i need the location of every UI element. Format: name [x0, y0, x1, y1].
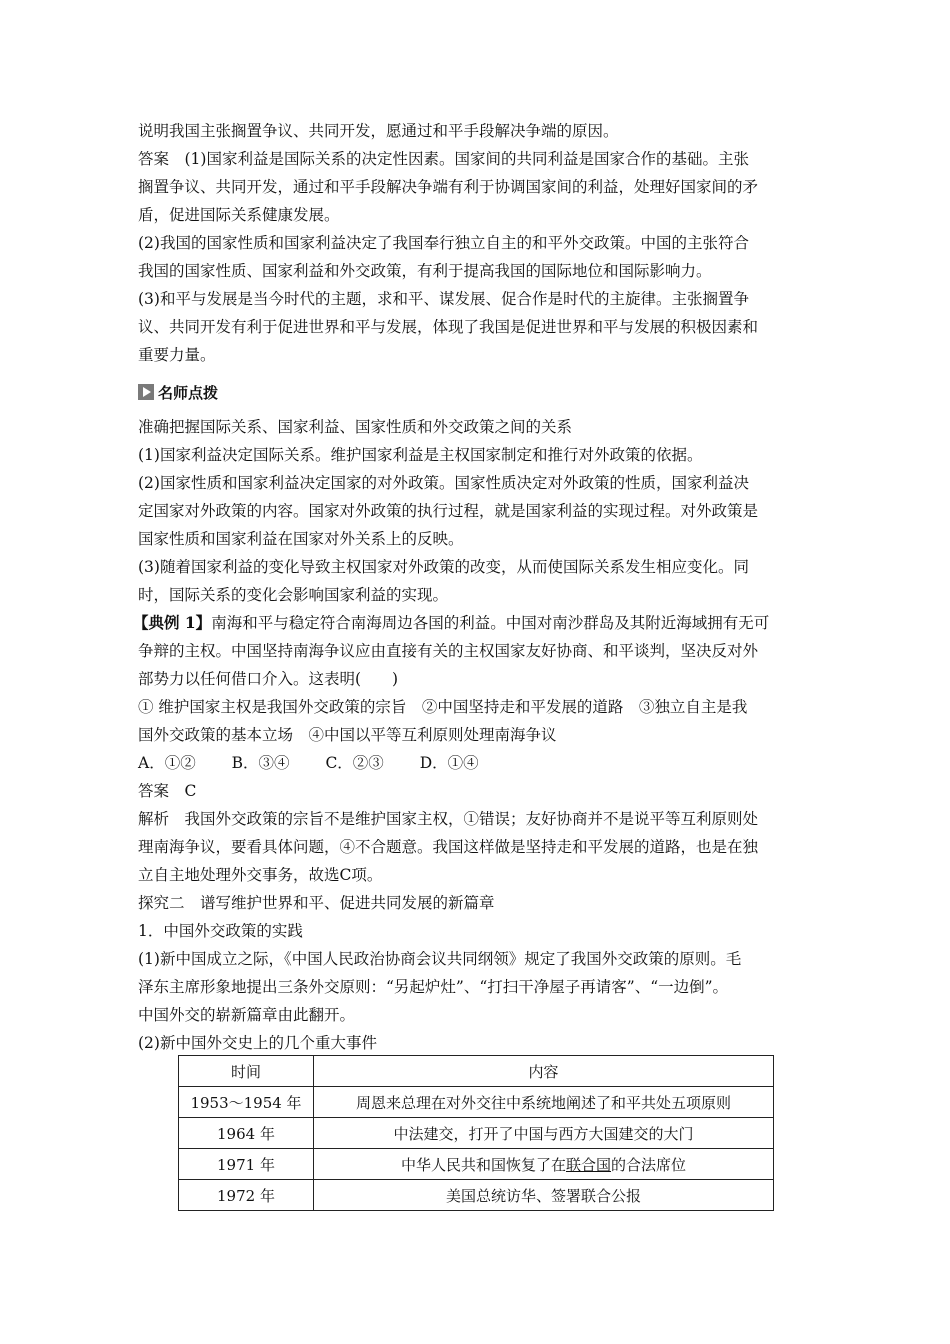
cell-content: 美国总统访华、签署联合公报: [314, 1180, 774, 1211]
analysis-line: 解析 我国外交政策的宗旨不是维护国家主权，①错误；友好协商并不是说平等互利原则处: [138, 810, 759, 828]
example-line: 部势力以任何借口介入。这表明( ): [138, 670, 399, 688]
answer-line: 答案 C: [138, 782, 197, 800]
tip-line: (1)国家利益决定国际关系。维护国家利益是主权国家制定和推行对外政策的依据。: [138, 446, 703, 464]
cell-time: 1972 年: [179, 1180, 314, 1211]
cell-time: 1953～1954 年: [179, 1087, 314, 1118]
cell-content: 中法建交，打开了中国与西方大国建交的大门: [314, 1118, 774, 1149]
answer-line: (2)我国的国家性质和国家利益决定了我国奉行独立自主的和平外交政策。中国的主张符合: [138, 234, 749, 252]
analysis-line: 理南海争议，要看具体问题，④不合题意。我国这样做是坚持走和平发展的道路，也是在独: [138, 838, 759, 856]
tip-line: (3)随着国家利益的变化导致主权国家对外政策的改变，从而使国际关系发生相应变化。同: [138, 558, 749, 576]
table-row: [179, 1087, 774, 1118]
table-row: [179, 1149, 774, 1180]
tip-line: (2)国家性质和国家利益决定国家的对外政策。国家性质决定对外政策的性质，国家利益决: [138, 474, 749, 492]
body-line: (2)新中国外交史上的几个重大事件: [138, 1034, 377, 1052]
table-header-row: [179, 1056, 774, 1087]
body-line: 泽东主席形象地提出三条外交原则：“另起炉灶”、“打扫干净屋子再请客”、“一边倒”。: [138, 978, 729, 996]
cell-content: 周恩来总理在对外交往中系统地阐述了和平共处五项原则: [314, 1087, 774, 1118]
example-line: 【典例 1】南海和平与稳定符合南海周边各国的利益。中国对南沙群岛及其附近海域拥有无可: [133, 613, 770, 632]
choices-line: A．①② B．③④ C．②③ D．①④: [138, 754, 479, 772]
question-line: 说明我国主张搁置争议、共同开发，愿通过和平手段解决争端的原因。: [138, 122, 619, 140]
teacher-tip-label: 名师点拨: [158, 383, 219, 402]
tip-line: 准确把握国际关系、国家利益、国家性质和外交政策之间的关系: [138, 418, 573, 436]
option-line: 国外交政策的基本立场 ④中国以平等互利原则处理南海争议: [138, 726, 557, 744]
body-line: 中国外交的崭新篇章由此翻开。: [138, 1006, 356, 1024]
cell-content: 中华人民共和国恢复了在联合国的合法席位: [314, 1149, 774, 1180]
cell-time: 1964 年: [179, 1118, 314, 1149]
answer-line: 答案 (1)国家利益是国际关系的决定性因素。国家间的共同利益是国家合作的基础。主张: [138, 150, 749, 168]
example-label: 【典例 1】: [133, 613, 212, 632]
answer-line: 议、共同开发有利于促进世界和平与发展，体现了我国是促进世界和平与发展的积极因素和: [138, 318, 759, 336]
answer-line: 重要力量。: [138, 346, 216, 364]
body-line: (1)新中国成立之际，《中国人民政治协商会议共同纲领》规定了我国外交政策的原则。毛: [138, 950, 742, 968]
tip-line: 定国家对外政策的内容。国家对外政策的执行过程，就是国家利益的实现过程。对外政策是: [138, 502, 759, 520]
option-line: ① 维护国家主权是我国外交政策的宗旨 ②中国坚持走和平发展的道路 ③独立自主是我: [138, 698, 748, 716]
answer-line: (3)和平与发展是当今时代的主题，求和平、谋发展、促合作是时代的主旋律。主张搁置争: [138, 290, 749, 308]
cell-time: 1971 年: [179, 1149, 314, 1180]
tip-line: 国家性质和国家利益在国家对外关系上的反映。: [138, 530, 464, 548]
header-time: 时间: [179, 1056, 314, 1087]
answer-line: 搁置争议、共同开发，通过和平手段解决争端有利于协调国家间的利益，处理好国家间的矛: [138, 178, 759, 196]
table-row: [179, 1180, 774, 1211]
subsection-heading: 1．中国外交政策的实践: [138, 922, 303, 940]
section-heading: 探究二 谱写维护世界和平、促进共同发展的新篇章: [138, 894, 495, 912]
tip-line: 时，国际关系的变化会影响国家利益的实现。: [138, 586, 449, 604]
underlined-term: 联合国: [565, 1155, 611, 1174]
play-triangle-icon: [138, 384, 154, 400]
header-content: 内容: [314, 1056, 774, 1087]
events-table: [178, 1055, 774, 1211]
answer-line: 盾，促进国际关系健康发展。: [138, 206, 340, 224]
example-line: 争辩的主权。中国坚持南海争议应由直接有关的主权国家友好协商、和平谈判，坚决反对外: [138, 642, 759, 660]
answer-line: 我国的国家性质、国家利益和外交政策，有利于提高我国的国际地位和国际影响力。: [138, 262, 712, 280]
table-row: [179, 1118, 774, 1149]
analysis-line: 立自主地处理外交事务，故选C项。: [138, 866, 383, 884]
teacher-tip-badge: [138, 381, 218, 403]
